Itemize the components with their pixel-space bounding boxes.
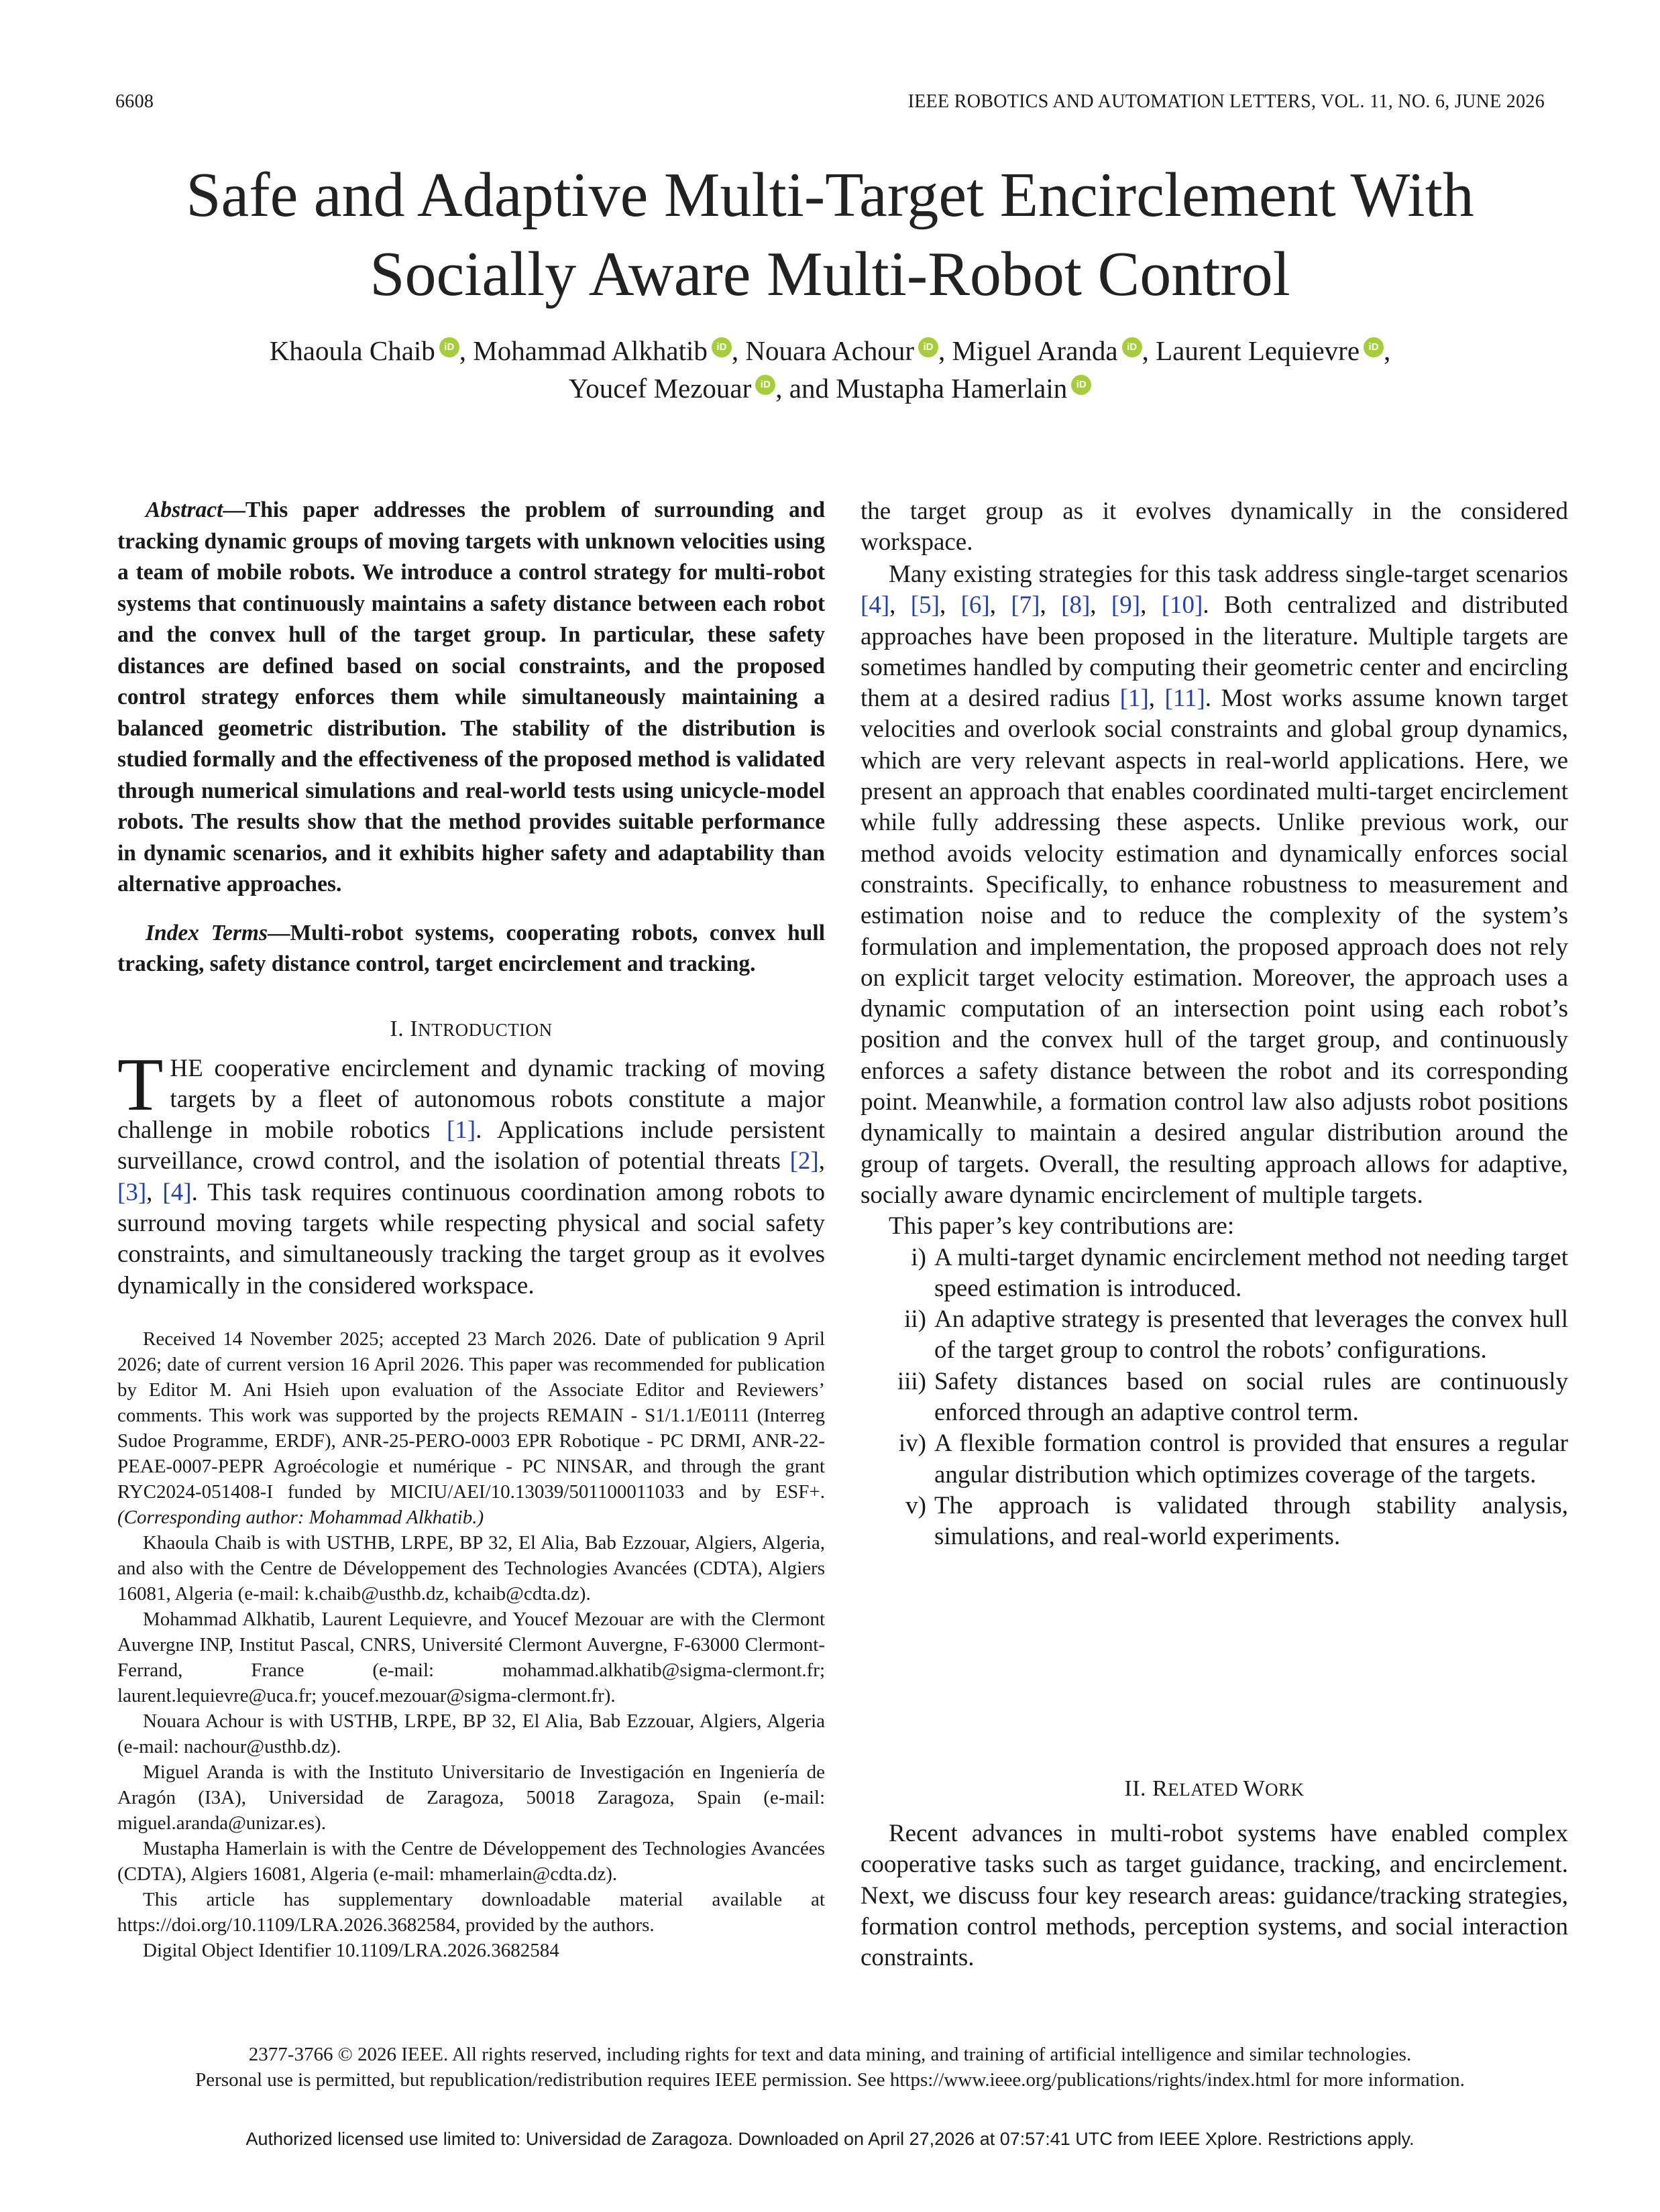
citation-link[interactable]: [4]: [162, 1178, 192, 1206]
section-heading-related-work: II. RELATED WORK: [1124, 1776, 1305, 1801]
citation-link[interactable]: [6]: [960, 591, 990, 620]
orcid-icon[interactable]: iD: [918, 337, 938, 357]
author-name: Mohammad Alkhatib: [473, 335, 708, 366]
author-name: Khaoula Chaib: [269, 335, 435, 366]
author-name: Laurent Lequievre: [1156, 335, 1360, 366]
author-name: Youcef Mezouar: [568, 373, 752, 404]
citation-link[interactable]: [10]: [1161, 591, 1203, 620]
license-notice: Authorized licensed use limited to: Universidad de Zaragoza. Downloaded on April 27,2026 at 07:57:41 UTC from IEEE Xplore. Restrictions apply.: [245, 2129, 1415, 2149]
footnotes: [117, 1326, 825, 1963]
author-list: [121, 332, 1539, 407]
list-item: i) A multi-target dynamic encirclement method not needing target speed estimation is introduced.: [911, 1243, 1568, 1302]
authors-line-1: Khaoula Chaib iD , Mohammad Alkhatib iD , Nouara Achour iD , Miguel Aranda iD , Laurent Lequievre iD ,: [269, 335, 1391, 366]
footnote-affiliation: Miguel Aranda is with the Instituto Universitario de Investigación en Ingeniería de Aragón (I3A), Universidad de Zaragoza, 50018 Zaragoza, Spain (e-mail: miguel.aranda@unizar.es).: [117, 1761, 825, 1834]
citation-link[interactable]: [4]: [861, 591, 890, 620]
section-heading-introduction: I. INTRODUCTION: [390, 1016, 553, 1041]
citation-link[interactable]: [1]: [1119, 685, 1149, 713]
footnote-affiliation: Khaoula Chaib is with USTHB, LRPE, BP 32, El Alia, Bab Ezzouar, Algiers, Algeria, and also with the Centre de Développement des Technologies Avancées (CDTA), Algiers 16081, Algeria (e-mail: k.chaib@usthb.dz, kchaib@cdta.dz).: [117, 1532, 825, 1605]
author-name: Miguel Aranda: [952, 335, 1118, 366]
title-line-1: Safe and Adaptive Multi-Target Encirclement With: [186, 160, 1474, 230]
list-item: v) The approach is validated through stability analysis, simulations, and real-world experiments.: [905, 1491, 1568, 1551]
footnote-affiliation: Nouara Achour is with USTHB, LRPE, BP 32, El Alia, Bab Ezzouar, Algiers, Algeria (e-mail: nachour@usthb.dz).: [117, 1710, 825, 1757]
drop-cap: T: [117, 1043, 164, 1126]
citation-link[interactable]: [3]: [117, 1178, 147, 1206]
orcid-icon[interactable]: iD: [755, 375, 775, 395]
author-name: Mustapha Hamerlain: [836, 373, 1068, 404]
footnote-affiliation: Mohammad Alkhatib, Laurent Lequievre, and Youcef Mezouar are with the Clermont Auvergne INP, Institut Pascal, CNRS, Université Clermont Auvergne, F-63000 Clermont-Ferrand, France (e-mail: mohammad.alkhatib@sigma-clermont.fr; laurent.lequievre@uca.fr; youcef.mezouar@sigma-clermont.fr).: [117, 1609, 825, 1706]
left-column-top: [117, 495, 825, 1301]
copyright-notice: [101, 2042, 1559, 2093]
section-related-work: [861, 1773, 1568, 1973]
index-terms-label: Index Terms: [146, 920, 268, 945]
right-column-body: [861, 559, 1568, 1553]
orcid-icon[interactable]: iD: [712, 337, 732, 357]
paper-title: [107, 156, 1553, 314]
page-number: 6608: [115, 91, 154, 112]
index-terms-text: —Multi-robot systems, cooperating robots, convex hull tracking, safety distance control, target encirclement and tracking.: [117, 920, 825, 976]
title-line-2: Socially Aware Multi-Robot Control: [370, 239, 1290, 309]
author-name: Nouara Achour: [745, 335, 915, 366]
orcid-icon[interactable]: iD: [1364, 337, 1384, 357]
footnote-supplementary: This article has supplementary downloadable material available at https://doi.org/10.1109/LRA.2026.3682584, provided by the authors.: [117, 1889, 825, 1936]
citation-link[interactable]: [1]: [446, 1116, 476, 1145]
orcid-icon[interactable]: iD: [439, 337, 459, 357]
copyright-line-1: 2377-3766 © 2026 IEEE. All rights reserved, including rights for text and data mining, and training of artificial intelligence and similar technologies.: [248, 2044, 1412, 2065]
right-column-top: [861, 496, 1568, 559]
citation-link[interactable]: [7]: [1011, 591, 1040, 620]
authors-line-2: Youcef Mezouar iD , and Mustapha Hamerlain iD: [121, 369, 1539, 407]
footnote-doi: Digital Object Identifier 10.1109/LRA.2026.3682584: [143, 1940, 559, 1961]
journal-header: IEEE ROBOTICS AND AUTOMATION LETTERS, VOL. 11, NO. 6, JUNE 2026: [907, 91, 1545, 112]
citation-link[interactable]: [11]: [1164, 685, 1205, 713]
citation-link[interactable]: [8]: [1061, 591, 1091, 620]
list-item: iii) Safety distances based on social rules are continuously enforced through an adaptive control term.: [897, 1367, 1568, 1427]
index-terms: [117, 918, 825, 980]
intro-paragraph-2: Many existing strategies for this task address single-target scenarios [4], [5], [6], [7], [8], [9], [10]. Both centralized and distributed approaches have been proposed in the literature. Multiple targets are sometimes handled by computing their geometric center and encircling them at a desired radius [1], [11]. Most works assume known target velocities and overlook social constraints and global group dynamics, which are very relevant aspects in real-world applications. Here, we present an approach that enables coordinated multi-target encirclement while fully addressing these aspects. Unlike previous work, our method avoids velocity estimation and dynamically enforces social constraints. Specifically, to enhance robustness to measurement and estimation noise and to reduce the complexity of the system’s formulation and implementation, the proposed approach does not rely on explicit target velocity estimation. Moreover, the approach uses a dynamic computation of an intersection point using each robot’s position and the convex hull of the target group, and continuously enforces a safety distance between the robot and its corresponding point. Meanwhile, a formation control law also adjusts robot positions dynamically to maintain a desired angular distribution around the group of targets. Overall, the resulting approach allows for adaptive, socially aware dynamic encirclement of multiple targets.: [861, 561, 1569, 1209]
citation-link[interactable]: [2]: [789, 1147, 819, 1175]
citation-link[interactable]: [5]: [910, 591, 940, 620]
corresponding-author: (Corresponding author: Mohammad Alkhatib.): [117, 1507, 484, 1528]
abstract-label: Abstract: [146, 498, 223, 522]
list-item: ii) An adaptive strategy is presented that leverages the convex hull of the target group to control the robots’ configurations.: [904, 1305, 1568, 1364]
list-item: iv) A flexible formation control is provided that ensures a regular angular distribution which optimizes coverage of the targets.: [898, 1430, 1568, 1489]
orcid-icon[interactable]: iD: [1122, 337, 1142, 357]
footnote-received: Received 14 November 2025; accepted 23 March 2026. Date of publication 9 April 2026; date of current version 16 April 2026. This paper was recommended for publication by Editor M. Ani Hsieh upon evaluation of the Associate Editor and Reviewers’ comments. This work was supported by the projects REMAIN - S1/1.1/E0111 (Interreg Sudoe Programme, ERDF), ANR-25-PERO-0003 EPR Robotique - PC DRMI, ANR-22-PEAE-0007-PEPR Agroécologie et numérique - PC NINSAR, and through the grant RYC2024-051408-I funded by MICIU/AEI/10.13039/501100011033 and by ESF+. (Corresponding author: Mohammad Alkhatib.): [117, 1328, 825, 1528]
orcid-icon[interactable]: iD: [1071, 375, 1091, 395]
intro-continuation: the target group as it evolves dynamically in the considered workspace.: [861, 498, 1568, 557]
abstract: [117, 495, 825, 900]
citation-link[interactable]: [9]: [1111, 591, 1141, 620]
footnote-affiliation: Mustapha Hamerlain is with the Centre de Développement des Technologies Avancées (CDTA), Algiers 16081, Algeria (e-mail: mhamerlain@cdta.dz).: [117, 1838, 825, 1885]
intro-paragraph-1: THE cooperative encirclement and dynamic tracking of moving targets by a fleet of autonomous robots constitute a major challenge in mobile robotics [1]. Applications include persistent surveillance, crowd control, and the isolation of potential threats [2], [3], [4]. This task requires continuous coordination among robots to surround moving targets while respecting physical and social safety constraints, and simultaneously tracking the target group as it evolves dynamically in the considered workspace.: [117, 1043, 826, 1299]
related-work-paragraph-1: Recent advances in multi-robot systems have enabled complex cooperative tasks such as target guidance, tracking, and encirclement. Next, we discuss four key research areas: guidance/tracking strategies, formation control methods, perception systems, and social interaction constraints.: [861, 1820, 1568, 1972]
abstract-text: —This paper addresses the problem of surrounding and tracking dynamic groups of moving targets with unknown velocities using a team of mobile robots. We introduce a control strategy for multi-robot systems that continuously maintains a safety distance between each robot and the convex hull of the target group. In particular, these safety distances are defined based on social constraints, and the proposed control strategy enforces them while simultaneously maintaining a balanced geometric distribution. The stability of the distribution is studied formally and the effectiveness of the proposed method is validated through numerical simulations and real-world tests using unicycle-model robots. The results show that the method provides suitable performance in dynamic scenarios, and it exhibits higher safety and adaptability than alternative approaches.: [117, 498, 825, 896]
contributions-list: [861, 1242, 1568, 1553]
copyright-line-2: Personal use is permitted, but republication/redistribution requires IEEE permission. See https://www.ieee.org/publications/rights/index.html for more information.: [195, 2069, 1465, 2091]
contributions-intro: This paper’s key contributions are:: [889, 1212, 1235, 1240]
